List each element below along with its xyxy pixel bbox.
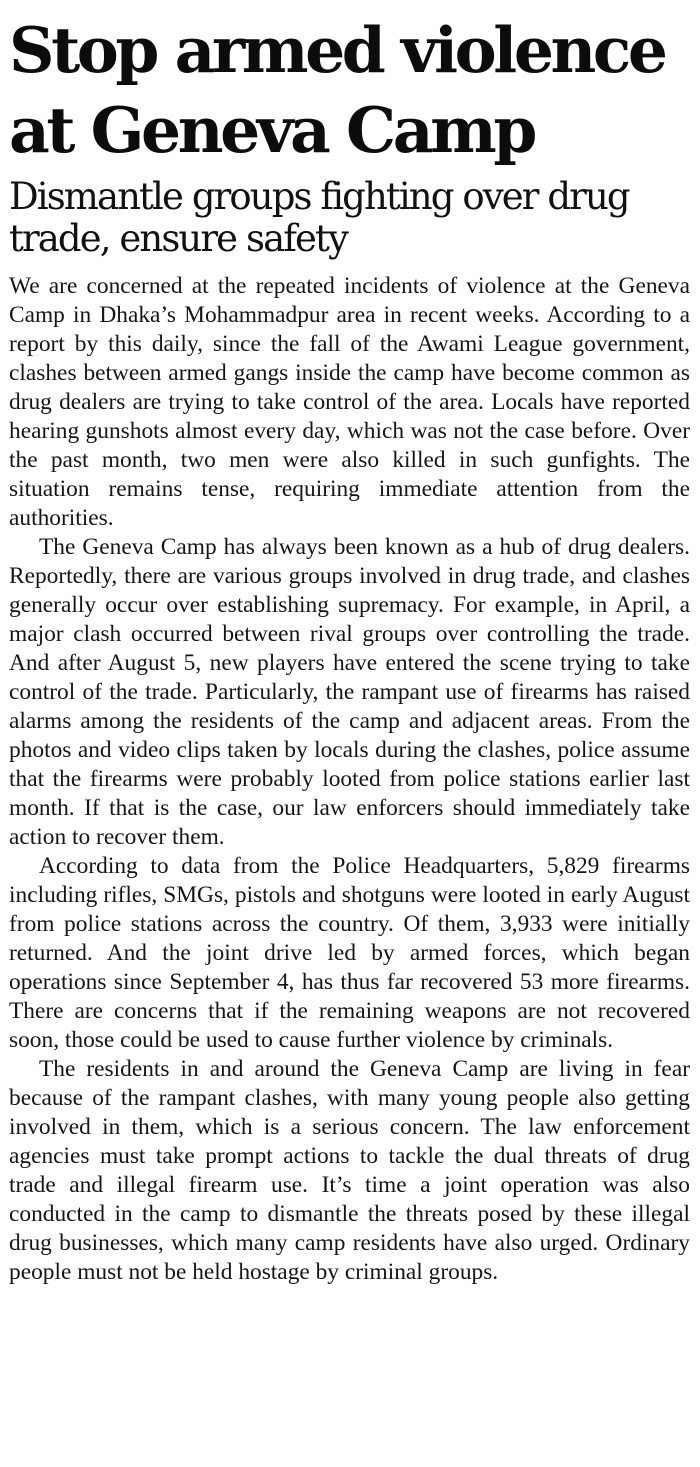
body-paragraph: We are concerned at the repeated incidents of violence at the Geneva Camp in Dhaka’s Mohammadpur area in recent weeks. According to a report by this daily, since the fall of the Awami League government, clashes between armed gangs inside the camp have become common as drug dealers are trying to take control of the area. Locals have reported hearing gunshots almost every day, which was not the case before. Over the past month, two men were also killed in such gunfights. The situation remains tense, requiring immediate attention from the authorities. bbox=[9, 273, 690, 531]
body-paragraph: According to data from the Police Headquarters, 5,829 firearms including rifles, SMGs, pistols and shotguns were looted in early August from police stations across the country. Of them, 3,933 were initially returned. And the joint drive led by armed forces, which began operations since September 4, has thus far recovered 53 more firearms. There are concerns that if the remaining weapons are not recovered soon, those could be used to cause further violence by criminals. bbox=[9, 853, 690, 1053]
subheadline: Dismantle groups fighting over drug trade, ensure safety bbox=[9, 175, 629, 260]
body-paragraph: The Geneva Camp has always been known as a hub of drug dealers. Reportedly, there are various groups involved in drug trade, and clashes generally occur over establishing supremacy. For example, in April, a major clash occurred between rival groups over controlling the trade. And after August 5, new players have entered the scene trying to take control of the trade. Particularly, the rampant use of firearms has raised alarms among the residents of the camp and adjacent areas. From the photos and video clips taken by locals during the clashes, police assume that the firearms were probably looted from police stations earlier last month. If that is the case, our law enforcers should immediately take action to recover them. bbox=[9, 534, 690, 850]
body-paragraph: The residents in and around the Geneva Camp are living in fear because of the rampant clashes, with many young people also getting involved in them, which is a serious concern. The law enforcement agencies must take prompt actions to tackle the dual threats of drug trade and illegal firearm use. It’s time a joint operation was also conducted in the camp to dismantle the threats posed by these illegal drug businesses, which many camp residents have also urged. Ordinary people must not be held hostage by criminal groups. bbox=[9, 1056, 690, 1285]
editorial-article bbox=[9, 10, 690, 1287]
article-body bbox=[9, 272, 690, 1287]
headline: Stop armed violence at Geneva Camp bbox=[9, 13, 665, 167]
